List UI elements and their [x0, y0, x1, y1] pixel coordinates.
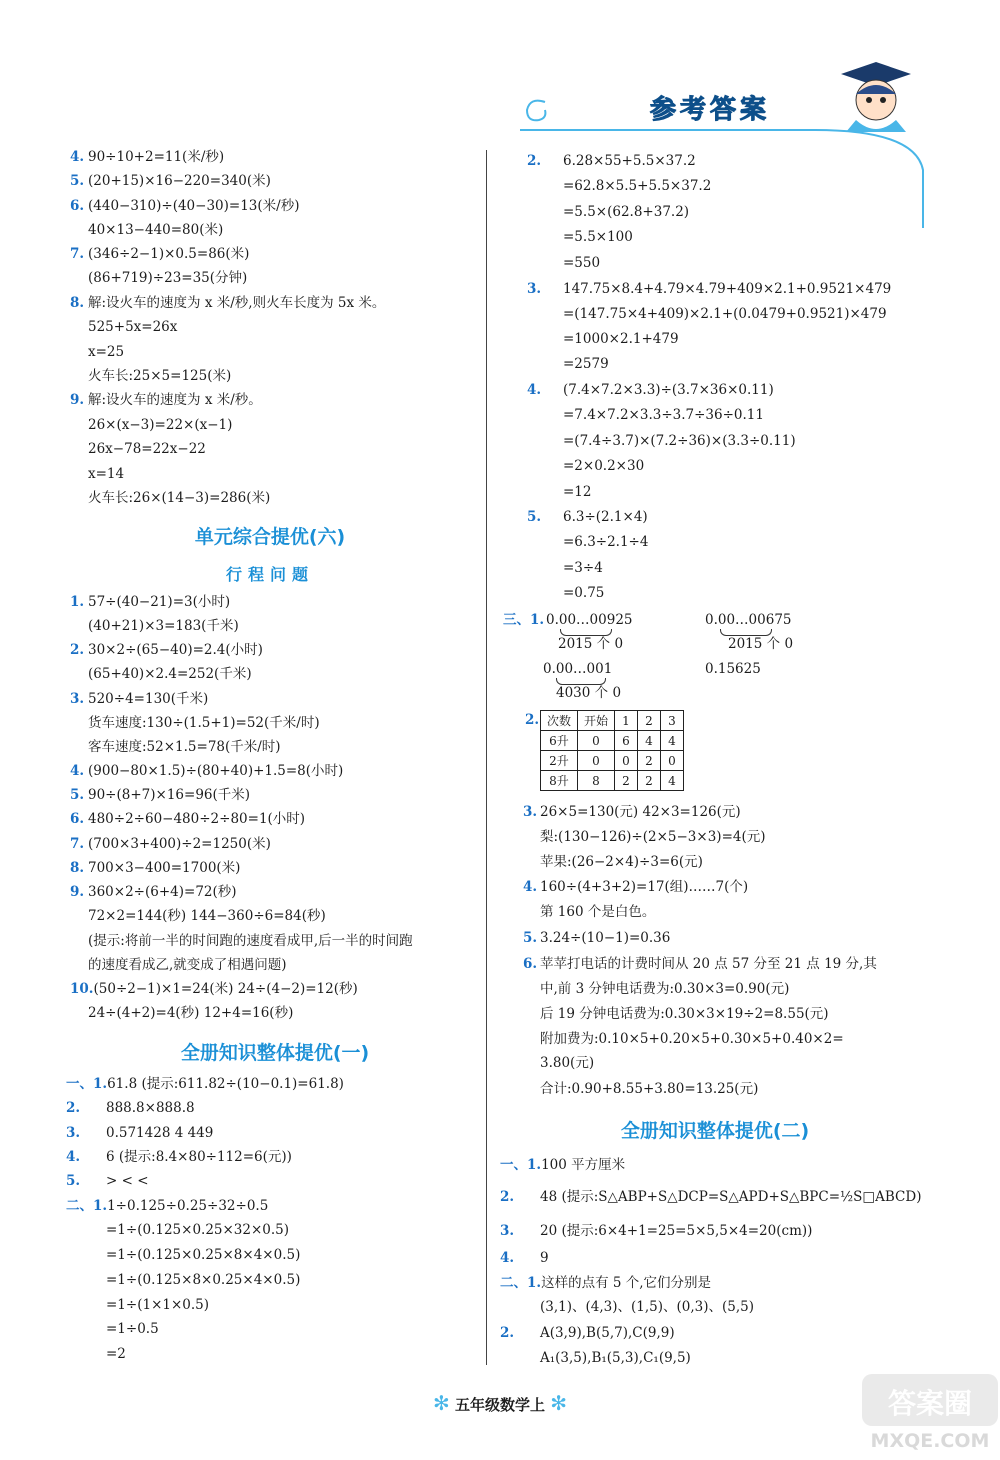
watermark-logo [860, 1370, 1000, 1456]
answer-text: =1÷(0.125×0.25×32×0.5) [106, 1222, 290, 1238]
answer-text: 30×2÷(65−40)=2.4(小时) [88, 642, 263, 658]
column-divider [486, 150, 487, 1365]
answer-line [70, 294, 385, 312]
answer-text: (700×3+400)÷2=1250(米) [88, 836, 271, 852]
table-cell: 0 [578, 731, 615, 751]
answer-line [540, 1298, 754, 1316]
answer-line [70, 810, 305, 828]
watermark-domain: MXQE.COM [870, 1430, 990, 1452]
answer-number: 5. [527, 509, 542, 525]
answer-number: 6. [70, 811, 85, 827]
answer-line [540, 828, 766, 846]
table-cell: 3 [661, 711, 684, 731]
answer-text: 700×3−400=1700(米) [88, 860, 241, 876]
answer-text: A(3,9),B(5,7),C(9,9) [540, 1325, 675, 1341]
answer-line [66, 1148, 292, 1166]
answer-text: 中,前 3 分钟电话费为:0.30×3=0.90(元) [540, 981, 790, 997]
answer-line [70, 762, 343, 780]
table-cell: 0 [578, 751, 615, 771]
answer-line [563, 355, 609, 373]
answer-text: =5.5×(62.8+37.2) [563, 204, 690, 220]
answer-line [88, 269, 247, 287]
answer-text: 火车长:25×5=125(米) [88, 368, 232, 384]
answer-number: 8. [70, 860, 85, 876]
section-title-unit6: 单元综合提优(六) [194, 526, 346, 548]
answer-line [540, 903, 655, 921]
answer-line [500, 1249, 549, 1267]
answer-line [523, 929, 670, 947]
answer-text: 0.571428 4 449 [106, 1125, 214, 1141]
answer-text: =2579 [563, 356, 609, 372]
answer-number: 3. [70, 691, 85, 707]
answer-line [563, 203, 689, 221]
answer-line [563, 254, 600, 272]
answer-text: 480÷2÷60−480÷2÷80=1(小时) [88, 811, 306, 827]
answer-line [88, 489, 270, 507]
answer-text: =1÷(0.125×0.25×8×4×0.5) [106, 1247, 301, 1263]
answer-text: 梨:(130−126)÷(2×5−3×3)=4(元) [540, 829, 766, 845]
answer-line [70, 690, 208, 708]
answer-number: 2. [527, 153, 542, 169]
pour-table [540, 710, 684, 791]
answer-text: 解:设火车的速度为 x 米/秒。 [88, 392, 262, 408]
section-subtitle-travel: 行程问题 [225, 565, 314, 584]
answer-text: 40×13−440=80(米) [88, 222, 224, 238]
part3-c-sub: 4030 个 0 [556, 685, 622, 701]
answer-text: =1000×2.1+479 [563, 331, 679, 347]
answer-text: 26×5=130(元) 42×3=126(元) [540, 804, 741, 820]
answer-line [88, 343, 124, 361]
answer-line [563, 177, 711, 195]
answer-text: (346÷2−1)×0.5=86(米) [88, 246, 250, 262]
answer-text: x=14 [88, 466, 125, 482]
table-cell: 0 [661, 751, 684, 771]
footer-label: 五年级数学上 [454, 1396, 545, 1414]
answer-text: 26x−78=22x−22 [88, 441, 206, 457]
answer-text: 24÷(4+2)=4(秒) 12+4=16(秒) [88, 1005, 294, 1021]
snowflake-icon: ✻ [550, 1391, 567, 1415]
answer-line [66, 1197, 268, 1215]
answer-text: 第 160 个是白色。 [540, 904, 656, 920]
answer-number: 4. [527, 382, 542, 398]
answer-line [500, 1188, 921, 1206]
answer-text: 72×2=144(秒) 144−360÷6=84(秒) [88, 908, 326, 924]
answer-line [88, 907, 326, 925]
answer-line [66, 1172, 149, 1190]
table-cell: 1 [615, 711, 638, 731]
answer-number: 2. [500, 1325, 515, 1341]
answer-text: 520÷4=130(千米) [88, 691, 209, 707]
answer-number: 一、1. [66, 1076, 108, 1092]
answer-text: =5.5×100 [563, 229, 633, 245]
answer-line [70, 197, 299, 215]
table-cell: 2 [638, 771, 661, 791]
answer-line [540, 980, 789, 998]
table-cell: 2升 [541, 751, 578, 771]
answer-line [88, 440, 206, 458]
section-title-all1: 全册知识整体提优(一) [180, 1042, 370, 1064]
part3-b: 0.00…00675 [705, 612, 792, 628]
answer-line [527, 280, 891, 298]
part3-a: 0.00…00925 [546, 612, 633, 628]
answer-text: 9 [540, 1250, 549, 1266]
answer-text: > < < [106, 1173, 149, 1189]
answer-text: 合计:0.90+8.55+3.80=13.25(元) [540, 1081, 759, 1097]
answer-line [563, 228, 633, 246]
answer-line [500, 1156, 625, 1174]
answer-text: =62.8×5.5+5.5×37.2 [563, 178, 712, 194]
answer-text: 解:设火车的速度为 x 米/秒,则火车长度为 5x 米。 [88, 295, 386, 311]
answer-text: 90÷(8+7)×16=96(千米) [88, 787, 251, 803]
answer-line [88, 665, 252, 683]
answer-line [106, 1345, 126, 1363]
table-cell: 4 [661, 731, 684, 751]
answer-line [563, 330, 679, 348]
answer-line [540, 1080, 758, 1098]
answer-number: 2. [70, 642, 85, 658]
answer-line [70, 980, 358, 998]
table-cell: 6 [615, 731, 638, 751]
answer-text: 货车速度:130÷(1.5+1)=52(千米/时) [88, 715, 320, 731]
answer-number: 4. [70, 763, 85, 779]
answer-line [500, 1324, 675, 1342]
answer-text: 附加费为:0.10×5+0.20×5+0.30×5+0.40×2= [540, 1031, 844, 1047]
answer-text: 苹苹打电话的计费时间从 20 点 57 分至 21 点 19 分,其 [540, 956, 877, 972]
answer-number: 5. [66, 1173, 81, 1189]
answer-number: 5. [523, 930, 538, 946]
part3-number: 三、1. [503, 612, 545, 628]
answer-text: =1÷0.5 [106, 1321, 159, 1337]
answer-line [540, 1030, 844, 1048]
answer-line [563, 559, 603, 577]
answer-line [88, 465, 124, 483]
answer-line [88, 617, 239, 635]
answer-number: 9. [70, 392, 85, 408]
answer-text: 3.24÷(10−1)=0.36 [540, 930, 671, 946]
answer-text: A₁(3,5),B₁(5,3),C₁(9,5) [540, 1350, 691, 1366]
answer-text: 57÷(40−21)=3(小时) [88, 594, 231, 610]
answer-line [500, 1222, 812, 1240]
answer-text: 3.80(元) [540, 1055, 595, 1071]
part3-a-sub: 2015 个 0 [558, 636, 624, 652]
answer-line [88, 416, 232, 434]
answer-text: (20+15)×16−220=340(米) [88, 173, 271, 189]
answer-line [70, 786, 250, 804]
answer-number: 5. [70, 787, 85, 803]
answer-text: (40+21)×3=183(千米) [88, 618, 239, 634]
answer-text: (900−80×1.5)÷(80+40)+1.5=8(小时) [88, 763, 344, 779]
answer-line [106, 1296, 209, 1314]
answer-line [540, 1005, 829, 1023]
table-cell: 开始 [578, 711, 615, 731]
answer-line [540, 1349, 691, 1367]
answer-line [540, 1054, 594, 1072]
answer-line [563, 457, 644, 475]
answer-number: 3. [500, 1223, 515, 1239]
answer-text: 147.75×8.4+4.79×4.79+409×2.1+0.9521×479 [563, 281, 892, 297]
answer-line [106, 1271, 300, 1289]
answer-text: 1÷0.125÷0.25÷32÷0.5 [107, 1198, 269, 1214]
part3-b-sub: 2015 个 0 [728, 636, 794, 652]
answer-line [563, 584, 604, 602]
answer-number: 5. [70, 173, 85, 189]
answer-text: 苹果:(26−2×4)÷3=6(元) [540, 854, 703, 870]
table-cell: 4 [638, 731, 661, 751]
answer-text: 160÷(4+3+2)=17(组)……7(个) [540, 879, 749, 895]
answer-text: 48 (提示:S△ABP+S△DCP=S△APD+S△BPC=½S□ABCD) [540, 1189, 922, 1205]
answer-line [563, 432, 796, 450]
table-cell: 8升 [541, 771, 578, 791]
answer-line [70, 172, 271, 190]
section-title-all2: 全册知识整体提优(二) [620, 1120, 810, 1142]
answer-text: 6 (提示:8.4×80÷112=6(元)) [106, 1149, 292, 1165]
answer-text: 525+5x=26x [88, 319, 178, 335]
answer-text: 6.28×55+5.5×37.2 [563, 153, 696, 169]
table-cell: 8 [578, 771, 615, 791]
table-row [541, 731, 684, 751]
answer-number: 3. [527, 281, 542, 297]
answer-text: =0.75 [563, 585, 605, 601]
answer-text: 这样的点有 5 个,它们分别是 [541, 1275, 712, 1291]
answer-text: 61.8 (提示:611.82÷(10−0.1)=61.8) [107, 1076, 344, 1092]
answer-number: 7. [70, 836, 85, 852]
answer-number: 2. [500, 1189, 515, 1205]
answer-line [563, 483, 592, 501]
answer-text: =7.4×7.2×3.3÷3.7÷36÷0.11 [563, 407, 764, 423]
answer-text: (86+719)÷23=35(分钟) [88, 270, 248, 286]
answer-text: 90÷10+2=11(米/秒) [88, 149, 225, 165]
answer-text: 360×2÷(6+4)=72(秒) [88, 884, 237, 900]
answer-text: 火车长:26×(14−3)=286(米) [88, 490, 271, 506]
answer-text: =(147.75×4+409)×2.1+(0.0479+0.9521)×479 [563, 306, 887, 322]
answer-line [563, 406, 764, 424]
answer-text: (65+40)×2.4=252(千米) [88, 666, 252, 682]
table-cell: 次数 [541, 711, 578, 731]
answer-line [106, 1246, 300, 1264]
answer-number: 二、1. [500, 1275, 542, 1291]
part3-d: 0.15625 [705, 661, 761, 677]
answer-line [70, 148, 224, 166]
answer-line [88, 714, 320, 732]
answer-number: 4. [70, 149, 85, 165]
answer-line [66, 1124, 213, 1142]
answer-text: (440−310)÷(40−30)=13(米/秒) [88, 198, 300, 214]
answer-number: 3. [523, 804, 538, 820]
answer-line [88, 932, 413, 950]
answer-number: 1. [70, 594, 85, 610]
answer-text: 客车速度:52×1.5=78(千米/时) [88, 739, 281, 755]
answer-number: 4. [500, 1250, 515, 1266]
mascot-doctor-icon [826, 62, 926, 134]
answer-text: =550 [563, 255, 601, 271]
answer-line [540, 853, 703, 871]
answer-line [88, 738, 281, 756]
answer-line [500, 1274, 711, 1292]
part3-c: 0.00…001 [543, 661, 613, 677]
watermark-text: 答案圈 [887, 1387, 972, 1420]
answer-line [70, 391, 262, 409]
answer-number: 二、1. [66, 1198, 108, 1214]
answer-text: =1÷(1×1×0.5) [106, 1297, 210, 1313]
table-cell: 6升 [541, 731, 578, 751]
table-cell: 4 [661, 771, 684, 791]
answer-text: 20 (提示:6×4+1=25=5×5,5×4=20(cm)) [540, 1223, 813, 1239]
answer-text: =6.3÷2.1÷4 [563, 534, 649, 550]
answer-text: =3÷4 [563, 560, 603, 576]
answer-text: (3,1)、(4,3)、(1,5)、(0,3)、(5,5) [540, 1299, 755, 1315]
answer-line [70, 245, 249, 263]
answer-number: 4. [66, 1149, 81, 1165]
answer-number: 2. [66, 1100, 81, 1116]
answer-number: 7. [70, 246, 85, 262]
answer-line [106, 1221, 289, 1239]
answer-line [527, 508, 648, 526]
answer-line [523, 955, 877, 973]
table-row [541, 751, 684, 771]
page-footer [395, 1388, 605, 1418]
answer-line [70, 641, 263, 659]
table-row [541, 771, 684, 791]
answer-text: (提示:将前一半的时间跑的速度看成甲,后一半的时间跑 [88, 933, 413, 949]
table-row [541, 711, 684, 731]
answer-line [527, 381, 774, 399]
answer-line [88, 367, 231, 385]
answer-line [523, 803, 741, 821]
table-number: 2. [525, 712, 540, 728]
answer-text: 100 平方厘米 [541, 1157, 626, 1173]
answer-text: 的速度看成乙,就变成了相遇问题) [88, 957, 287, 973]
answer-number: 3. [66, 1125, 81, 1141]
answer-text: =(7.4÷3.7)×(7.2÷36)×(3.3÷0.11) [563, 433, 796, 449]
answer-line [106, 1320, 159, 1338]
answer-line [70, 859, 240, 877]
answer-text: (50÷2−1)×1=24(米) 24÷(4−2)=12(秒) [93, 981, 358, 997]
answer-line [70, 593, 230, 611]
answer-number: 6. [523, 956, 538, 972]
answer-line [88, 956, 287, 974]
table-cell: 2 [615, 771, 638, 791]
page-header-title: 参考答案 [649, 95, 770, 125]
answer-text: 后 19 分钟电话费为:0.30×3×19÷2=8.55(元) [540, 1006, 829, 1022]
answer-line [563, 533, 648, 551]
answer-line [88, 1004, 293, 1022]
table-cell: 0 [615, 751, 638, 771]
answer-text: =2 [106, 1346, 126, 1362]
answer-number: 10. [70, 981, 94, 997]
answer-number: 6. [70, 198, 85, 214]
answer-number: 8. [70, 295, 85, 311]
answer-number: 4. [523, 879, 538, 895]
answer-line [70, 835, 271, 853]
table-cell: 2 [638, 751, 661, 771]
answer-text: (7.4×7.2×3.3)÷(3.7×36×0.11) [563, 382, 774, 398]
answer-number: 一、1. [500, 1157, 542, 1173]
answer-line [527, 152, 696, 170]
answer-text: =1÷(0.125×8×0.25×4×0.5) [106, 1272, 301, 1288]
answer-line [70, 883, 237, 901]
answer-text: x=25 [88, 344, 125, 360]
answer-line [88, 221, 223, 239]
answer-line [66, 1099, 195, 1117]
answer-number: 9. [70, 884, 85, 900]
answer-text: =12 [563, 484, 592, 500]
snowflake-icon: ✻ [432, 1391, 450, 1415]
answer-line [88, 318, 177, 336]
answer-line [563, 305, 887, 323]
answer-text: 26×(x−3)=22×(x−1) [88, 417, 233, 433]
table-cell: 2 [638, 711, 661, 731]
answer-line [523, 878, 748, 896]
answer-text: =2×0.2×30 [563, 458, 645, 474]
answer-line [66, 1075, 344, 1093]
answer-text: 6.3÷(2.1×4) [563, 509, 648, 525]
answer-text: 888.8×888.8 [106, 1100, 195, 1116]
